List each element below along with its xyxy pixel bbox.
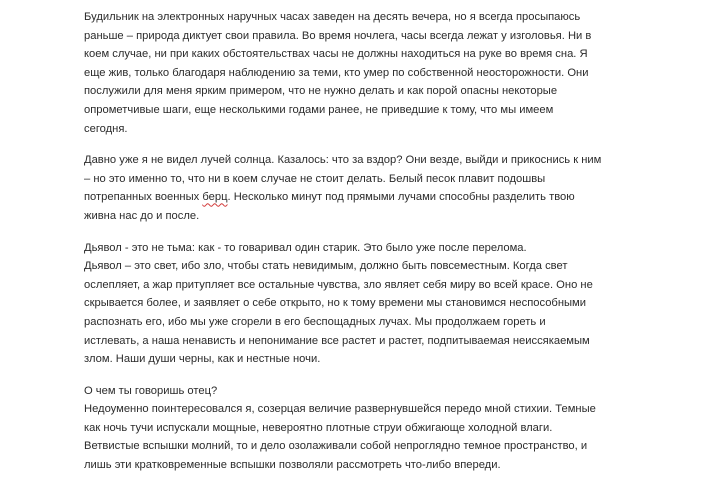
text-line: – но это именно то, что ни в коем случае не стоит делать. Белый песок плавит подошвы [84,172,546,185]
text-line: Недоуменно поинтересовался я, созерцая величие развернувшейся передо мной стихии. Темные [84,403,596,416]
text-line: опрометчивые шаги, еще несколькими годами ранее, не приведшие к тому, что мы имеем [84,103,554,116]
text-line: злом. Наши души черны, как и нестные ночи. [84,353,321,366]
text-line: О чем ты говоришь отец? [84,384,218,397]
text-segment: потрепанных военных [84,191,203,204]
text-line: Дьявол – это свет, ибо зло, чтобы стать невидимым, должно быть повсеместным. Когда свет [84,260,568,273]
text-line: как ночь тучи испускали мощные, невероятно плотные струи обжигающе холодной влаги. [84,421,553,434]
text-line: Дьявол - это не тьма: как - то говаривал один старик. Это было уже после перелома. [84,241,527,254]
text-line: Будильник на электронных наручных часах заведен на десять вечера, но я всегда просыпаюсь [84,11,581,23]
document-body [84,8,644,480]
text-line: истлевать, а наша ненависть и непонимание все растет и растет, подпитываемая неиссякаемым [84,334,590,347]
paragraph-4 [84,382,644,475]
text-line: скрывается более, и заявляет о себе открыто, но к тому времени мы становимся неспособными [84,297,586,310]
text-line: Ветвистые вспышки молний, то и дело озолаживали собой непроглядно темное пространство, и [84,440,588,453]
text-line: распознать его, ибо мы уже сгорели в его беспощадных лучах. Мы продолжаем гореть и [84,315,546,328]
text-line: еще жив, только благодаря наблюдению за теми, кто умер по собственной неосторожности. Они [84,66,589,79]
paragraph-1 [84,8,644,138]
text-line: Давно уже я не видел лучей солнца. Казалось: что за вздор? Они везде, выйди и прикоснись к ним [84,154,602,167]
text-line: лишь эти кратковременные вспышки позволяли рассмотреть что-либо впереди. [84,459,501,472]
text-line: коем случае, ни при каких обстоятельствах часы не должны находиться на руке во время сна. Я [84,48,588,61]
text-line: сегодня. [84,122,128,135]
text-line-with-misspelling [84,188,644,207]
text-line: живна нас до и после. [84,209,200,222]
text-line: ослепляет, а жар притупляет все остальные чувства, зло являет себя миру во всей красе. Оно не [84,278,593,291]
text-line: раньше – природа диктует свои правила. Во время ночлега, часы всегда лежат у изголовья. Ни в [84,29,592,42]
paragraph-3 [84,239,644,369]
text-line: послужили для меня ярким примером, что не нужно делать и как порой опасны некоторые [84,85,558,98]
text-segment: . Несколько минут под прямыми лучами способны разделить твою [227,191,575,204]
paragraph-2 [84,151,644,225]
spellcheck-underlined-word[interactable]: берц [202,191,228,204]
